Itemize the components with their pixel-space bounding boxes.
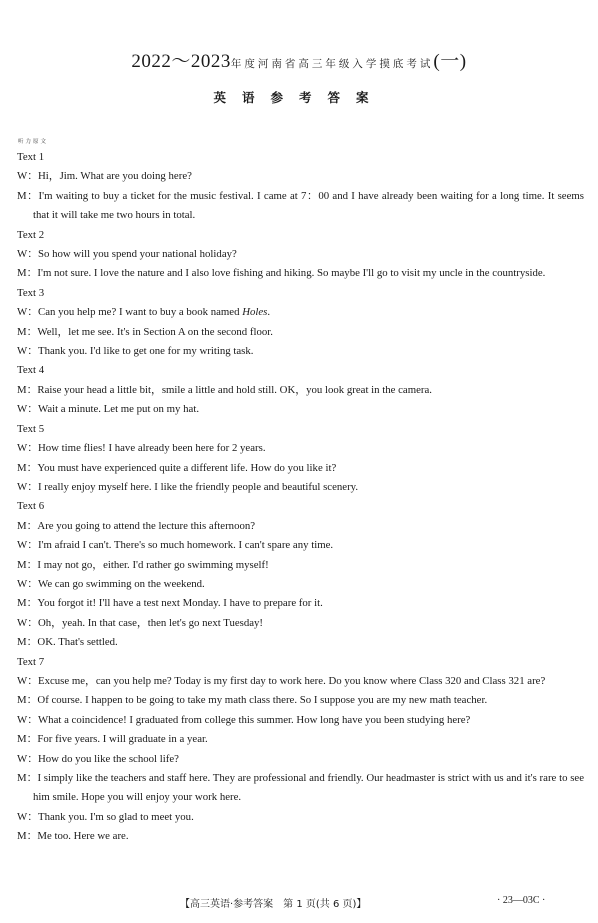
section-heading: Text 2 [17, 228, 45, 241]
dialogue-line: M：Well，let me see. It's in Section A on the second floor. [17, 325, 273, 338]
book-title: Holes [242, 306, 268, 319]
section-heading: Text 1 [17, 151, 45, 163]
dialogue-line: M：You forgot it! I'll have a test next Monday. I have to prepare for it. [17, 597, 323, 610]
dialogue-line: W：Excuse me，can you help me? Today is my first day to work here. Do you know where Class 320 and Class 321 are? [17, 674, 546, 687]
section-heading: Text 6 [17, 500, 45, 513]
answer-key-heading: 英语参考答案 [213, 90, 385, 105]
exam-title-text: 年度河南省高三年级入学摸底考试 [230, 58, 434, 70]
dialogue-line: M：Are you going to attend the lecture this afternoon? [17, 519, 256, 532]
dialogue-line: W：We can go swimming on the weekend. [17, 577, 205, 590]
dialogue-line: W：So how will you spend your national holiday? [17, 248, 237, 261]
section-heading: Text 7 [17, 655, 45, 668]
dialogue-line: M：I'm waiting to buy a ticket for the music festival. I came at 7：00 and I have already been waiting for a long time. It seems that it will take me two hours in total. [17, 189, 584, 222]
exam-number: (一) [433, 51, 467, 72]
dialogue-line [17, 303, 584, 322]
dialogue-line: W：Thank you. I'm so glad to meet you. [17, 810, 194, 823]
dialogue-line: M：Me too. Here we are. [17, 830, 129, 843]
dialogue-line: M：I may not go，either. I'd rather go swimming myself! [17, 558, 269, 571]
dialogue-line: W：How time flies! I have already been here for 2 years. [17, 442, 266, 455]
dialogue-line: W：I really enjoy myself here. I like the friendly people and beautiful scenery. [17, 480, 359, 493]
footer-code: · 23—03C · [497, 895, 546, 906]
dialogue-line: M：For five years. I will graduate in a year. [17, 733, 208, 746]
dialogue-line: M：Raise your head a little bit，smile a little and hold still. OK，you look great in the camera. [17, 383, 432, 396]
section-heading: Text 3 [17, 286, 45, 299]
dialogue-line: M：OK. That's settled. [17, 636, 118, 649]
section-heading: Text 5 [17, 422, 45, 435]
section-label: 听力原文 [18, 139, 49, 145]
dialogue-text: . [267, 306, 271, 319]
dialogue-line: W：Oh，yeah. In that case，then let's go next Tuesday! [17, 616, 264, 629]
transcript-body [17, 148, 584, 847]
dialogue-line: W：I'm afraid I can't. There's so much homework. I can't spare any time. [17, 539, 334, 552]
dialogue-line: M：Of course. I happen to be going to take my math class there. So I suppose you are my new math teacher. [17, 694, 488, 707]
footer-page-info: 【高三英语·参考答案 第 1 页(共 6 页)】 [180, 899, 367, 910]
exam-year: 2022～2023 [131, 51, 231, 72]
dialogue-line: W：Wait a minute. Let me put on my hat. [17, 403, 200, 416]
dialogue-line: M：I simply like the teachers and staff here. They are professional and friendly. Our headmaster is strict with us and it's rare to see him smile. Hope you will enjoy your work here. [17, 772, 584, 804]
dialogue-line: W：Thank you. I'd like to get one for my writing task. [17, 345, 254, 358]
dialogue-line: M：You must have experienced quite a different life. How do you like it? [17, 461, 337, 474]
dialogue-line: W：How do you like the school life? [17, 752, 179, 765]
page-footer [0, 893, 598, 913]
dialogue-line: W：Hi，Jim. What are you doing here? [17, 170, 192, 183]
dialogue-text: W：Can you help me? I want to buy a book named [17, 306, 243, 319]
dialogue-line: M：I'm not sure. I love the nature and I also love fishing and hiking. So maybe I'll go to visit my uncle in the countryside. [17, 267, 546, 280]
section-heading: Text 4 [17, 364, 45, 377]
exam-title [0, 46, 598, 73]
dialogue-line: W：What a coincidence! I graduated from college this summer. How long have you been studying here? [17, 713, 471, 726]
